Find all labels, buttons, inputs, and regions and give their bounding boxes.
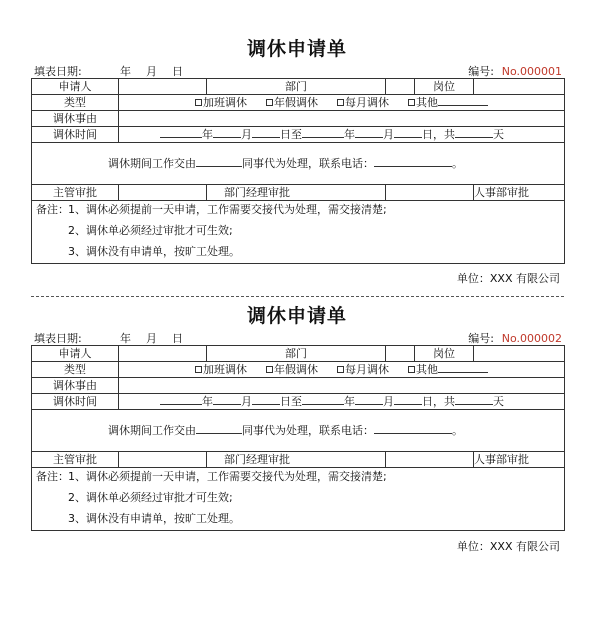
annual-leave-option-label: 年假调休: [274, 96, 318, 109]
end-day-unit: 日，共: [422, 128, 455, 141]
overtime-option-label: 加班调休: [203, 363, 247, 376]
position-field[interactable]: [474, 79, 565, 95]
supervisor-approval-field[interactable]: [119, 452, 207, 468]
start-month-input[interactable]: [213, 127, 241, 138]
end-month-unit: 月: [383, 395, 394, 408]
end-year-input[interactable]: [302, 394, 344, 405]
handover-row: [32, 143, 565, 185]
start-year-input[interactable]: [160, 127, 202, 138]
form-title: 调休申请单: [246, 38, 347, 60]
cut-line-divider: [31, 296, 564, 297]
overtime-checkbox[interactable]: [195, 366, 202, 373]
notes-label: 备注：: [36, 203, 69, 216]
notes-cell: [32, 201, 565, 264]
end-day-input[interactable]: [394, 127, 422, 138]
other-option-label: 其他: [416, 363, 438, 376]
reason-label: 调休事由: [32, 378, 119, 394]
time-range: [119, 127, 565, 143]
end-year-input[interactable]: [302, 127, 344, 138]
handover-text-2: 同事代为处理，联系电话：: [242, 424, 374, 437]
other-checkbox[interactable]: [408, 99, 415, 106]
overtime-option-label: 加班调休: [203, 96, 247, 109]
monthly-leave-checkbox[interactable]: [337, 366, 344, 373]
start-month-unit: 月: [241, 128, 252, 141]
time-range: [119, 394, 565, 410]
note-2: 2、调休单必须经过审批才可生效;: [68, 224, 233, 237]
type-label: 类型: [32, 95, 119, 111]
dept-manager-approval-label: 部门经理审批: [207, 452, 386, 468]
note-1: 1、调休必须提前一天申请，工作需要交接代为处理，需交接清楚;: [68, 470, 387, 483]
annual-leave-option-label: 年假调休: [274, 363, 318, 376]
other-input-line[interactable]: [438, 95, 488, 106]
dept-manager-approval-label: 部门经理审批: [207, 185, 386, 201]
dept-manager-approval-field[interactable]: [386, 452, 474, 468]
total-days-input[interactable]: [455, 127, 493, 138]
start-month-input[interactable]: [213, 394, 241, 405]
reason-field[interactable]: [119, 111, 565, 127]
end-month-input[interactable]: [355, 394, 383, 405]
type-options: [119, 362, 565, 378]
handover-text-3: 。: [452, 157, 463, 170]
notes-label: 备注：: [36, 470, 69, 483]
handover-text-1: 调休期间工作交由: [108, 157, 196, 170]
form-header-line: [34, 65, 562, 79]
handover-row: [32, 410, 565, 452]
other-checkbox[interactable]: [408, 366, 415, 373]
reason-label: 调休事由: [32, 111, 119, 127]
start-month-unit: 月: [241, 395, 252, 408]
monthly-leave-option-label: 每月调休: [345, 96, 389, 109]
time-label: 调休时间: [32, 394, 119, 410]
start-year-unit: 年: [202, 395, 213, 408]
time-label: 调休时间: [32, 127, 119, 143]
fill-date-label: 填表日期:: [34, 65, 82, 78]
department-field[interactable]: [386, 346, 415, 362]
type-label: 类型: [32, 362, 119, 378]
position-label: 岗位: [415, 79, 474, 95]
contact-phone-input[interactable]: [374, 423, 452, 434]
serial-number-label: 编号:: [468, 332, 494, 345]
applicant-field[interactable]: [119, 346, 207, 362]
supervisor-approval-label: 主管审批: [32, 452, 119, 468]
start-day-input[interactable]: [252, 127, 280, 138]
end-month-input[interactable]: [355, 127, 383, 138]
notes-cell: [32, 468, 565, 531]
leave-form-table-2: [31, 345, 565, 531]
annual-leave-checkbox[interactable]: [266, 99, 273, 106]
overtime-checkbox[interactable]: [195, 99, 202, 106]
fill-date-label: 填表日期:: [34, 332, 82, 345]
applicant-field[interactable]: [119, 79, 207, 95]
applicant-label: 申请人: [32, 346, 119, 362]
department-label: 部门: [207, 346, 386, 362]
reason-field[interactable]: [119, 378, 565, 394]
start-day-unit: 日至: [280, 128, 302, 141]
company-unit: 单位：XXX 有限公司: [456, 272, 560, 285]
start-day-input[interactable]: [252, 394, 280, 405]
other-input-line[interactable]: [438, 362, 488, 373]
start-day-unit: 日至: [280, 395, 302, 408]
applicant-label: 申请人: [32, 79, 119, 95]
supervisor-approval-label: 主管审批: [32, 185, 119, 201]
end-month-unit: 月: [383, 128, 394, 141]
note-3: 3、调休没有申请单，按旷工处理。: [68, 245, 240, 258]
type-options: [119, 95, 565, 111]
leave-form-table-1: [31, 78, 565, 264]
note-3: 3、调休没有申请单，按旷工处理。: [68, 512, 240, 525]
end-day-unit: 日，共: [422, 395, 455, 408]
handover-text-2: 同事代为处理，联系电话：: [242, 157, 374, 170]
form-title: 调休申请单: [246, 305, 347, 327]
end-year-unit: 年: [344, 128, 355, 141]
hr-approval-label: 人事部审批: [474, 185, 565, 201]
hr-approval-label: 人事部审批: [474, 452, 565, 468]
handover-colleague-input[interactable]: [196, 156, 242, 167]
department-field[interactable]: [386, 79, 415, 95]
end-day-input[interactable]: [394, 394, 422, 405]
total-days-unit: 天: [493, 128, 504, 141]
total-days-input[interactable]: [455, 394, 493, 405]
monthly-leave-option-label: 每月调休: [345, 363, 389, 376]
position-field[interactable]: [474, 346, 565, 362]
end-year-unit: 年: [344, 395, 355, 408]
total-days-unit: 天: [493, 395, 504, 408]
note-1: 1、调休必须提前一天申请，工作需要交接代为处理，需交接清楚;: [68, 203, 387, 216]
start-year-unit: 年: [202, 128, 213, 141]
handover-colleague-input[interactable]: [196, 423, 242, 434]
note-2: 2、调休单必须经过审批才可生效;: [68, 491, 233, 504]
serial-number-label: 编号:: [468, 65, 494, 78]
form-header-line: [34, 332, 562, 346]
annual-leave-checkbox[interactable]: [266, 366, 273, 373]
handover-text-1: 调休期间工作交由: [108, 424, 196, 437]
serial-number-value: No.000001: [501, 65, 562, 78]
handover-text-3: 。: [452, 424, 463, 437]
dept-manager-approval-field[interactable]: [386, 185, 474, 201]
contact-phone-input[interactable]: [374, 156, 452, 167]
supervisor-approval-field[interactable]: [119, 185, 207, 201]
department-label: 部门: [207, 79, 386, 95]
position-label: 岗位: [415, 346, 474, 362]
monthly-leave-checkbox[interactable]: [337, 99, 344, 106]
fill-date-ymd: 年 月 日: [120, 65, 185, 78]
fill-date-ymd: 年 月 日: [120, 332, 185, 345]
serial-number-value: No.000002: [501, 332, 562, 345]
company-unit: 单位：XXX 有限公司: [456, 540, 560, 553]
other-option-label: 其他: [416, 96, 438, 109]
start-year-input[interactable]: [160, 394, 202, 405]
